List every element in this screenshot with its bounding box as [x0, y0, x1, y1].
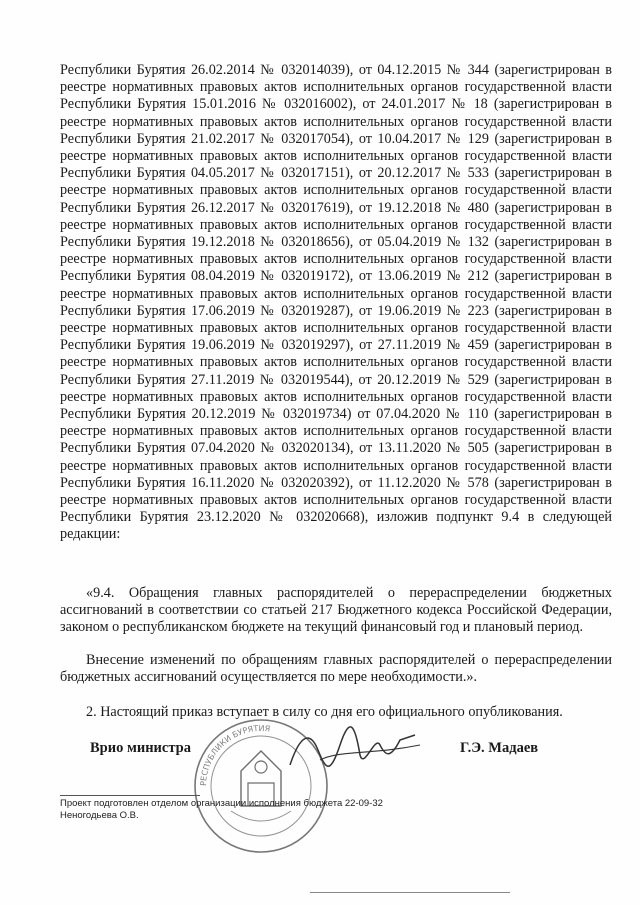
footer-note [60, 798, 460, 822]
handwritten-signature [280, 715, 430, 785]
paragraph-effective-date: 2. Настоящий приказ вступает в силу со дня его официального опубликования. [86, 704, 563, 720]
stamp-text: РЕСПУБЛИКИ БУРЯТИЯ [198, 723, 271, 787]
paragraph-amendments-list: Республики Бурятия 26.02.2014 № 032014039), от 04.12.2015 № 344 (зарегистрирован в реестре нормативных правовых актов исполнительных органов государственной власти Республики Бурятия 15.01.2016 № 032016002), от 24.01.2017 № 18 (зарегистрирован в реестре нормативных правовых актов исполнительных органов государственной власти Республики Бурятия 21.02.2017 № 032017054), от 10.04.2017 № 129 (зарегистрирован в реестре нормативных правовых актов исполнительных органов государственной власти Республики Бурятия 04.05.2017 № 032017151), от 20.12.2017 № 533 (зарегистрирован в реестре нормативных правовых актов исполнительных органов государственной власти Республики Бурятия 26.12.2017 № 032017619), от 19.12.2018 № 480 (зарегистрирован в реестре нормативных правовых актов исполнительных органов государственной власти Республики Бурятия 19.12.2018 № 032018656), от 05.04.2019 № 132 (зарегистрирован в реестре нормативных правовых актов исполнительных органов государственной власти Республики Бурятия 08.04.2019 № 032019172), от 13.06.2019 № 212 (зарегистрирован в реестре нормативных правовых актов исполнительных органов государственной власти Республики Бурятия 17.06.2019 № 032019287), от 19.06.2019 № 223 (зарегистрирован в реестре нормативных правовых актов исполнительных органов государственной власти Республики Бурятия 19.06.2019 № 032019297), от 27.11.2019 № 459 (зарегистрирован в реестре нормативных правовых актов исполнительных органов государственной власти Республики Бурятия 27.11.2019 № 032019544), от 20.12.2019 № 529 (зарегистрирован в реестре нормативных правовых актов исполнительных органов государственной власти Республики Бурятия 20.12.2019 № 032019734) от 07.04.2020 № 110 (зарегистрирован в реестре нормативных правовых актов исполнительных органов государственной власти Республики Бурятия 07.04.2020 № 032020134), от 13.11.2020 № 505 (зарегистрирован в реестре нормативных правовых актов исполнительных органов государственной власти Республики Бурятия 16.11.2020 № 032020392), от 11.12.2020 № 578 (зарегистрирован в реестре нормативных правовых актов исполнительных органов государственной власти Республики Бурятия 23.12.2020 № 032020668), изложив подпункт 9.4 в следующей редакции: [60, 62, 612, 543]
footer-divider [60, 795, 200, 796]
bottom-rule [310, 892, 510, 893]
svg-text:РЕСПУБЛИКИ БУРЯТИЯ [199, 724, 271, 786]
signatory-name: Г.Э. Мадаев [460, 740, 539, 756]
paragraph-changes-procedure: Внесение изменений по обращениям главных распорядителей о перераспределении бюджетных ассигнований осуществляется по мере необходимости.». [60, 652, 612, 686]
footer-executor: Неногодьева О.В. [60, 810, 139, 821]
signatory-title: Врио министра [90, 740, 191, 756]
footer-prepared-by: Проект подготовлен отделом организации исполнения бюджета 22-09-32 [60, 798, 383, 809]
paragraph-quoted-subclause: «9.4. Обращения главных распорядителей о перераспределении бюджетных ассигнований в соответствии со статьей 217 Бюджетного кодекса Российской Федерации, законом о республиканском бюджете на текущий финансовый год и плановый период. [60, 585, 612, 636]
